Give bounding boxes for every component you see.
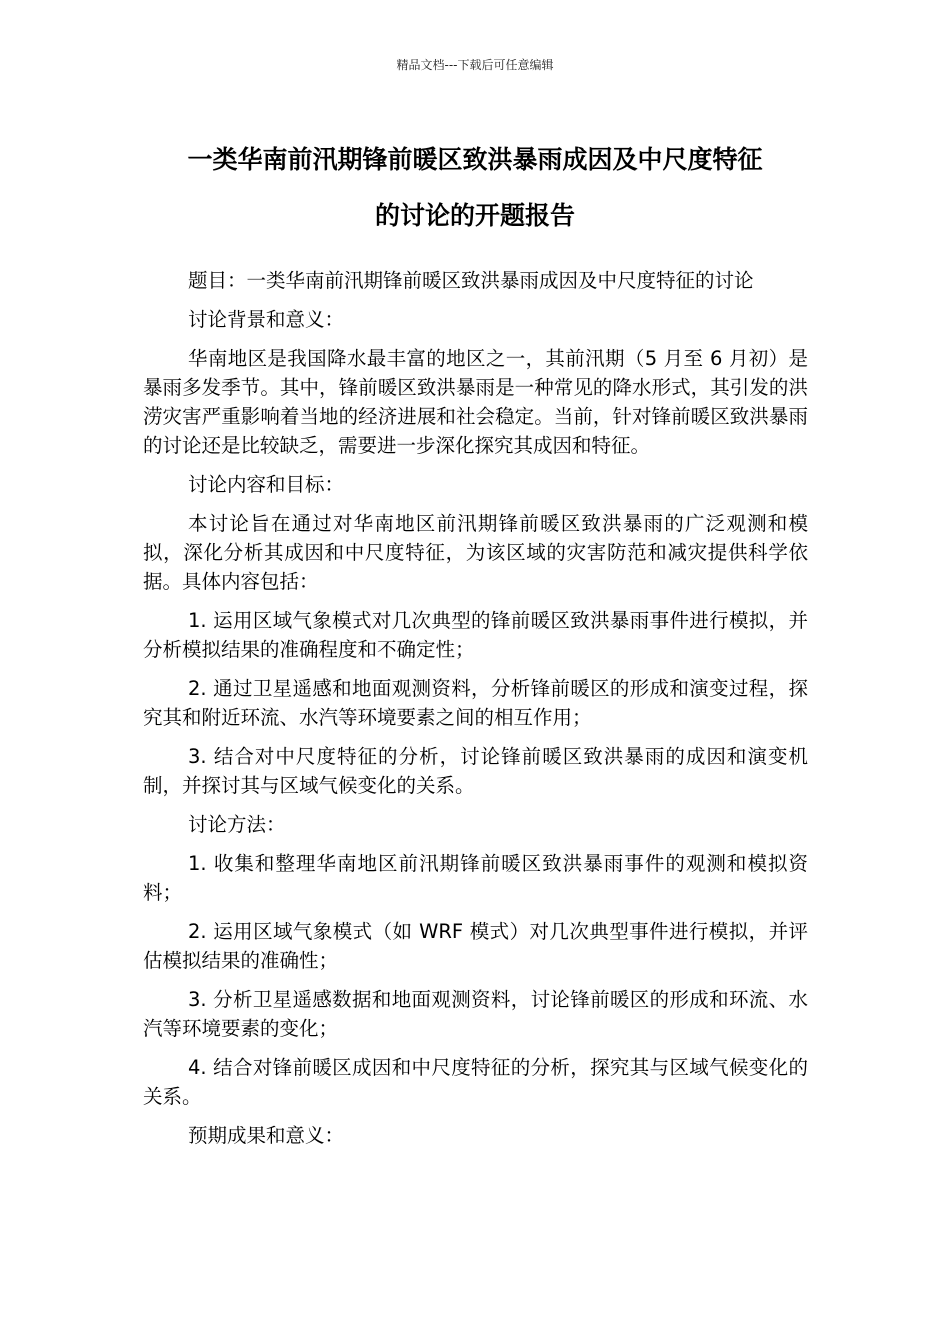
document-title [135,132,815,244]
content-item-2: 2. 通过卫星遥感和地面观测资料，分析锋前暖区的形成和演变过程，探究其和附近环流、水汽等环境要素之间的相互作用； [143,677,808,729]
method-item-2: 2. 运用区域气象模式（如 WRF 模式）对几次典型事件进行模拟，并评估模拟结果的准确性； [143,920,808,972]
heading-content-goals: 讨论内容和目标： [188,473,345,496]
heading-methods: 讨论方法： [188,813,286,836]
heading-expected-results: 预期成果和意义： [188,1124,345,1147]
method-item-3: 3. 分析卫星遥感数据和地面观测资料，讨论锋前暖区的形成和环流、水汽等环境要素的变化； [143,988,808,1040]
content-item-3: 3. 结合对中尺度特征的分析，讨论锋前暖区致洪暴雨的成因和演变机制，并探讨其与区域气候变化的关系。 [143,745,808,797]
header-note: 精品文档---下载后可任意编辑 [396,58,554,72]
paragraph-content-goals: 本讨论旨在通过对华南地区前汛期锋前暖区致洪暴雨的广泛观测和模拟，深化分析其成因和中尺度特征，为该区域的灾害防范和减灾提供科学依据。具体内容包括： [143,512,808,593]
title-line-1: 一类华南前汛期锋前暖区致洪暴雨成因及中尺度特征 [187,145,763,174]
heading-background: 讨论背景和意义： [188,308,345,331]
title-line-2: 的讨论的开题报告 [374,201,575,230]
method-item-4: 4. 结合对锋前暖区成因和中尺度特征的分析，探究其与区域气候变化的关系。 [143,1056,808,1108]
content-item-1: 1. 运用区域气象模式对几次典型的锋前暖区致洪暴雨事件进行模拟，并分析模拟结果的准确程度和不确定性； [143,609,808,661]
paragraph-background: 华南地区是我国降水最丰富的地区之一，其前汛期（5 月至 6 月初）是暴雨多发季节。其中，锋前暖区致洪暴雨是一种常见的降水形式，其引发的洪涝灾害严重影响着当地的经济进展和社会稳定。当前，针对锋前暖区致洪暴雨的讨论还是比较缺乏，需要进一步深化探究其成因和特征。 [143,347,808,457]
document-body [143,266,808,1160]
method-item-1: 1. 收集和整理华南地区前汛期锋前暖区致洪暴雨事件的观测和模拟资料； [143,852,808,904]
paragraph-topic: 题目：一类华南前汛期锋前暖区致洪暴雨成因及中尺度特征的讨论 [188,269,754,292]
